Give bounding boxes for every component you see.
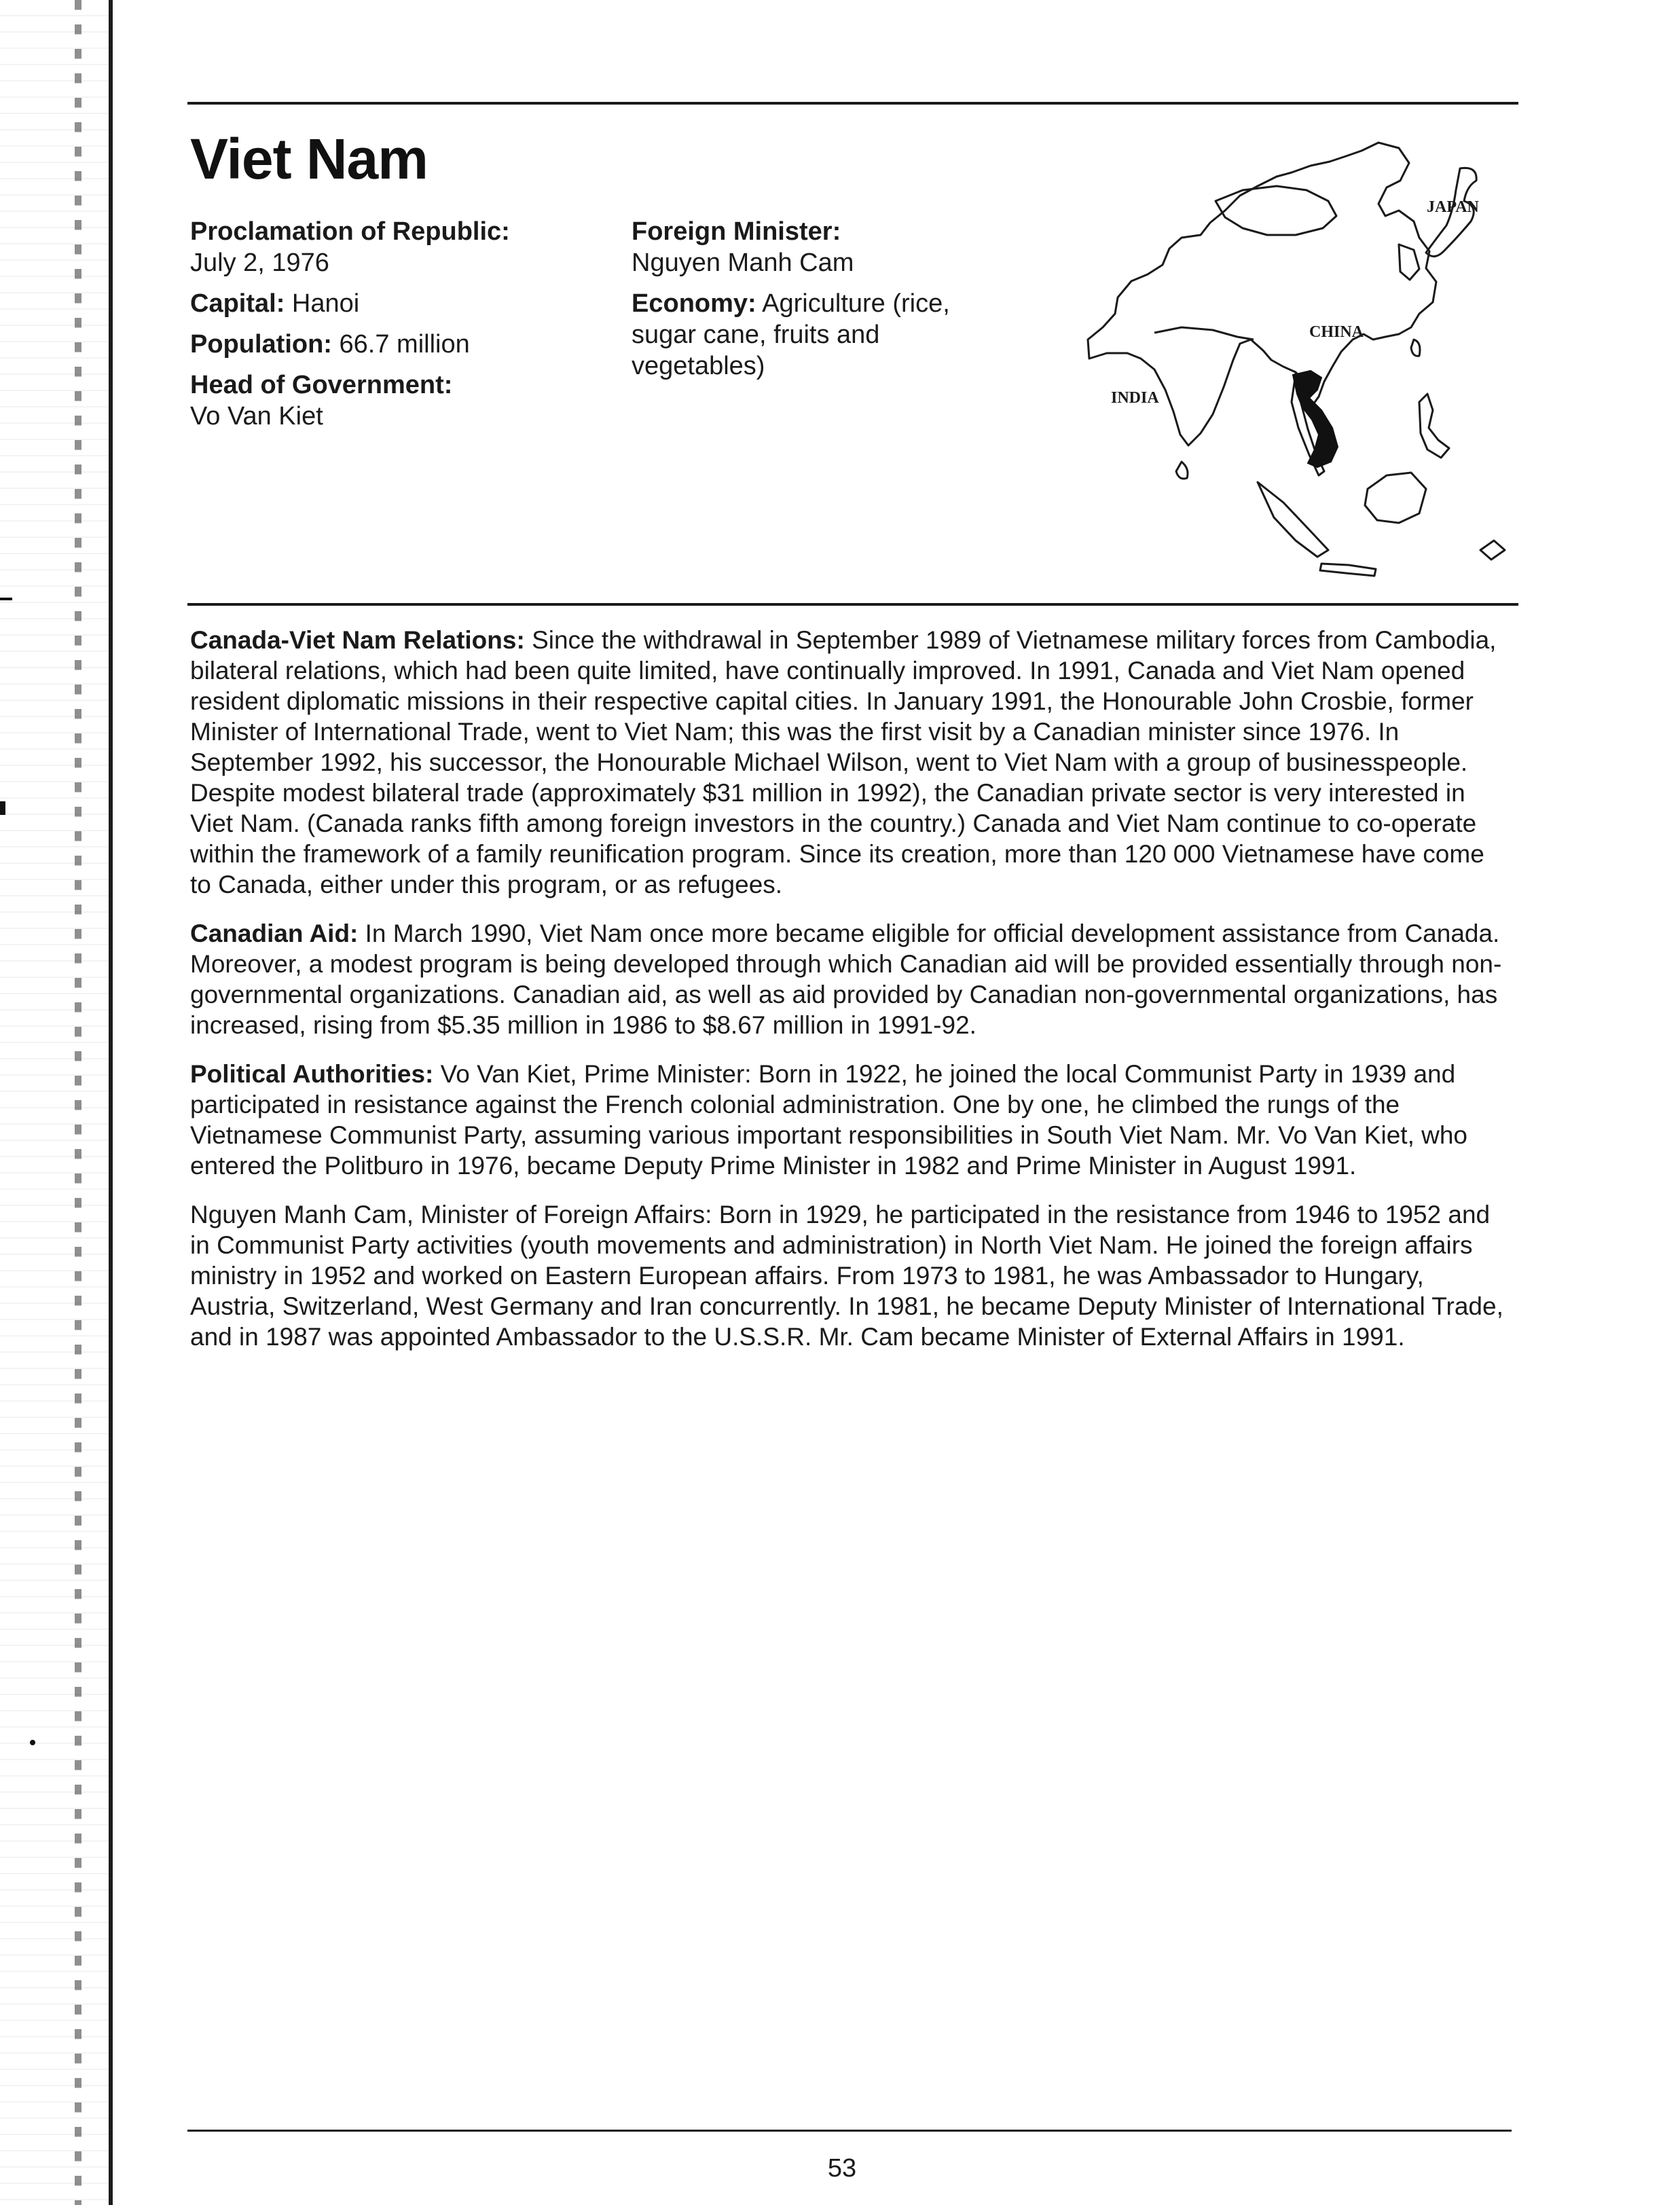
asia-locator-map [1080, 136, 1514, 598]
fact-value: July 2, 1976 [190, 249, 329, 277]
fact-value: Vo Van Kiet [190, 402, 323, 431]
map-outline-sumatra [1258, 482, 1328, 557]
fact-value: Hanoi [291, 289, 360, 318]
fact-head-of-government [190, 369, 570, 432]
fact-value: Nguyen Manh Cam [632, 249, 854, 277]
bottom-rule [187, 2130, 1512, 2132]
fact-label: Population: [190, 330, 332, 359]
top-rule [187, 102, 1518, 105]
section-political-authorities [190, 1059, 1511, 1181]
section-label: Canadian Aid: [190, 919, 359, 947]
map-outline-philippines [1419, 394, 1449, 458]
fact-label: Head of Government: [190, 371, 453, 399]
scan-mark [0, 598, 12, 600]
facts-left [190, 216, 570, 441]
map-outline-korea [1399, 244, 1419, 280]
map-label-japan: JAPAN [1427, 198, 1479, 216]
scan-mark [0, 801, 5, 815]
map-outline-himalaya [1154, 327, 1254, 340]
fact-value: 66.7 million [339, 330, 470, 359]
map-outline-mongolia [1216, 186, 1336, 235]
fact-proclamation [190, 216, 570, 278]
section-relations [190, 625, 1511, 900]
map-outline-sri-lanka [1176, 462, 1188, 479]
body-text [190, 625, 1511, 1370]
fact-label: Capital: [190, 289, 285, 318]
section-aid [190, 918, 1511, 1040]
section-rule [187, 603, 1518, 606]
section-foreign-minister-bio [190, 1199, 1511, 1352]
map-outline-borneo [1365, 473, 1426, 523]
page-number: 53 [827, 2154, 857, 2183]
section-text: Since the withdrawal in September 1989 of Vietnamese military forces from Cambodia, bilateral relations, which had been quite limited, have continually improved. In 1991, Canada and Viet Nam opened resident diplomatic missions in their respective capital cities. In January 1991, the Honourable John Crosbie, former Minister of International Trade, went to Viet Nam; this was the first visit by a Canadian minister since 1976. In September 1992, his successor, the Honourable Michael Wilson, went to Viet Nam with a group of businesspeople. Despite modest bilateral trade (approximately $31 million in 1992), the Canadian private sector is very interested in Viet Nam. (Canada ranks fifth among foreign investors in the country.) Canada and Viet Nam continue to co-operate within the framework of a family reunification program. Since its creation, more than 120 000 Vietnamese have come to Canada, either under this program, or as refugees. [190, 626, 1497, 898]
scan-mark [30, 1740, 35, 1745]
fact-label: Economy: [632, 289, 756, 318]
fact-capital [190, 288, 570, 319]
map-outline-java [1320, 564, 1376, 576]
viet-nam-highlight [1293, 371, 1338, 467]
section-text: Vo Van Kiet, Prime Minister: Born in 1922, he joined the local Communist Party in 1939 and participated in resistance against the French colonial administration. One by one, he climbed the rungs of the Vietnamese Communist Party, assuming various important responsibilities in South Viet Nam. Mr. Vo Van Kiet, who entered the Politburo in 1976, became Deputy Prime Minister in 1982 and Prime Minister in August 1991. [190, 1060, 1468, 1180]
fact-value: Agriculture (rice, sugar cane, fruits and vegetables) [632, 289, 950, 380]
map-label-india: INDIA [1111, 389, 1159, 407]
section-label: Canada-Viet Nam Relations: [190, 626, 525, 654]
fact-population [190, 329, 570, 360]
map-outline-new-guinea [1480, 541, 1505, 560]
map-label-china: CHINA [1309, 323, 1364, 341]
section-text: In March 1990, Viet Nam once more became eligible for official development assistance from Canada. Moreover, a modest program is being developed through which Canadian aid will be provided essentially through non-governmental organizations. Canadian aid, as well as aid provided by Canadian non-governmental organizations, has increased, rising from $5.35 million in 1986 to $8.67 million in 1991-92. [190, 919, 1502, 1039]
fact-label: Proclamation of Republic: [190, 217, 510, 246]
page-title: Viet Nam [190, 127, 428, 191]
map-outline-taiwan [1411, 340, 1420, 356]
fact-label: Foreign Minister: [632, 217, 841, 246]
section-label: Political Authorities: [190, 1060, 434, 1088]
fact-economy [632, 288, 951, 382]
fact-foreign-minister [632, 216, 951, 278]
binding-edge [0, 0, 113, 2205]
section-text: Nguyen Manh Cam, Minister of Foreign Affairs: Born in 1929, he participated in the resistance from 1946 to 1952 and in Communist Party activities (youth movements and administration) in North Viet Nam. He joined the foreign affairs ministry in 1952 and worked on Eastern European affairs. From 1973 to 1981, he was Ambassador to Hungary, Austria, Switzerland, West Germany and Iran concurrently. In 1981, he became Deputy Minister of International Trade, and in 1987 was appointed Ambassador to the U.S.S.R. Mr. Cam became Minister of External Affairs in 1991. [190, 1201, 1503, 1351]
facts-right [632, 216, 951, 391]
